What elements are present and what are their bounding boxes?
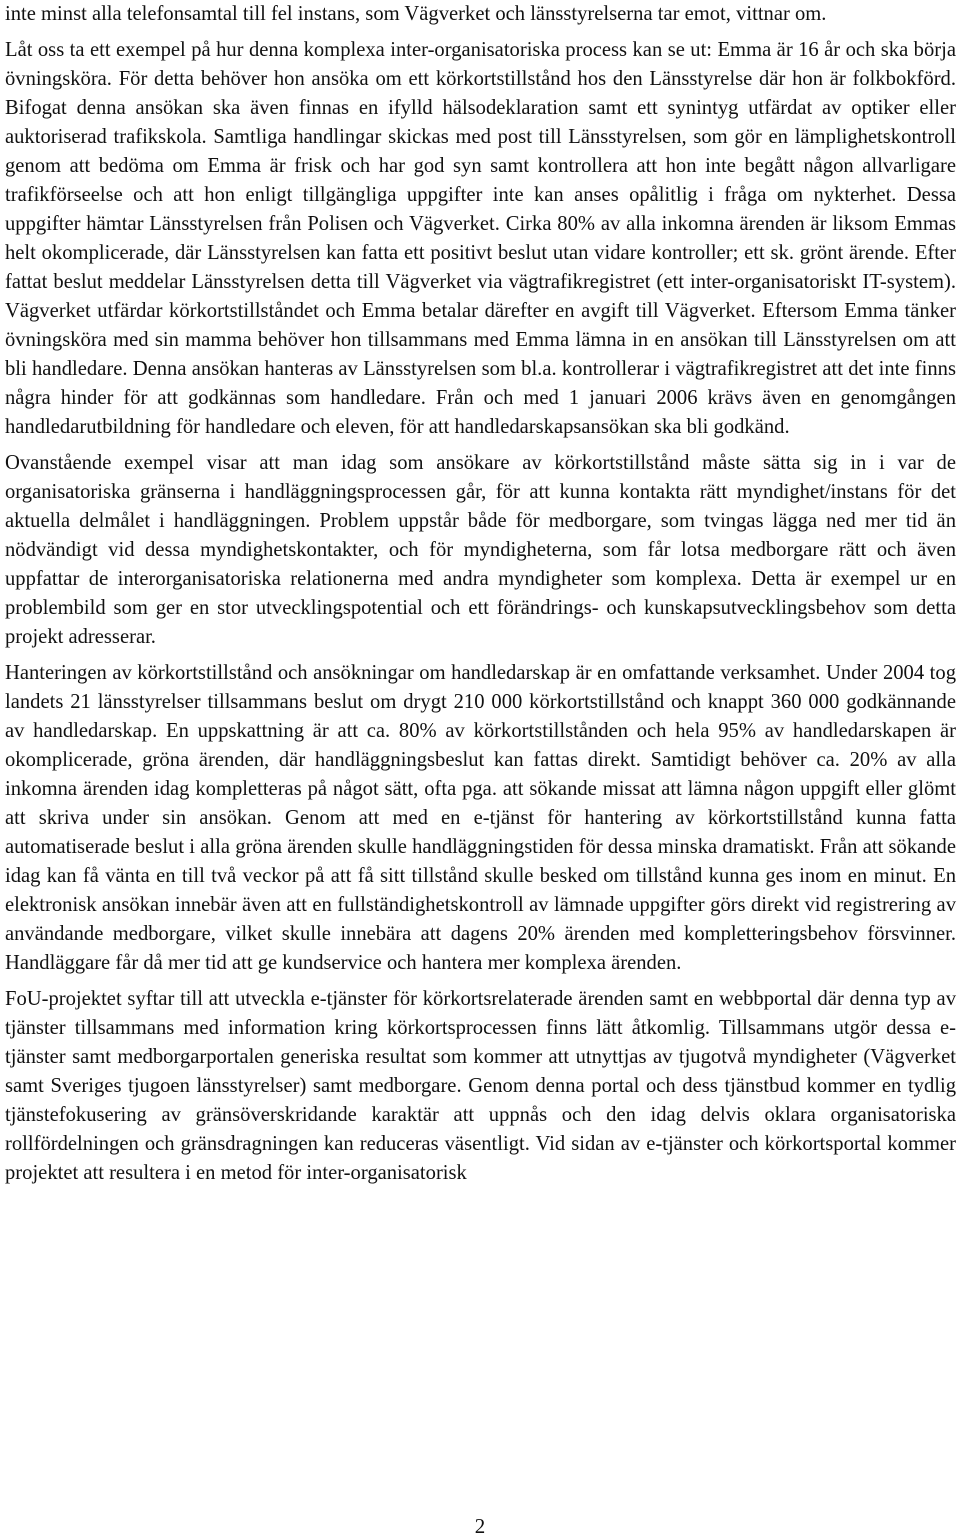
paragraph-problem-description: Ovanstående exempel visar att man idag som ansökare av körkortstillstånd måste sätta sig in i var de organisatoriska gränserna i handläggningsprocessen går, för att kunna kontakta rätt myndighet/instans för det aktuella delmålet i handläggningen. Problem uppstår både för medborgare, som tvingas lägga ned mer tid än nödvändigt vid dessa myndighetskontakter, och för myndigheterna, som får lotsa medborgare rätt och även uppfattar de interorganisatoriska relationerna med andra myndigheter som komplexa. Detta är exempel ur en problembild som ger en stor utvecklingspotential och ett förändrings- och kunskapsutvecklingsbehov som detta projekt adresserar.: [5, 452, 956, 648]
paragraph-project-aim: FoU-projektet syftar till att utveckla e-tjänster för körkortsrelaterade ärenden samt en webbportal där denna typ av tjänster tillsammans med information kring körkortsprocessen finns lätt åtkomlig. Tillsammans utgör dessa e-tjänster samt medborgarportalen generiska resultat som kommer att utnyttjas av tjugotvå myndigheter (Vägverket samt Sveriges tjugoen länsstyrelser) samt medborgare. Genom denna portal och dess tjänstbud kommer en tydlig tjänstefokusering av gränsöverskridande karaktär att uppnås och den idag delvis oklara organisatoriska rollfördelningen och gränsdragningen kan reduceras väsentligt. Vid sidan av e-tjänster och körkortsportal kommer projektet att resultera i en metod för inter-organisatorisk: [5, 988, 956, 1184]
paragraph-volume-statistics: Hanteringen av körkortstillstånd och ansökningar om handledarskap är en omfattande verksamhet. Under 2004 tog landets 21 länsstyrelser tillsammans beslut om drygt 210 000 körkortstillstånd och knappt 360 000 godkännande av handledarskap. En uppskattning är att ca. 80% av körkortstillstånden och hela 95% av handledarskapen är okomplicerade, gröna ärenden, där handläggningsbeslut kan fattas direkt. Samtidigt behöver ca. 20% av alla inkomna ärenden idag kompletteras på något sätt, ofta pga. att sökande missat att lämna någon uppgift eller glömt att skriva under sin ansökan. Genom att med en e-tjänst för hantering av körkortstillstånd kunna fatta automatiserade beslut i alla gröna ärenden skulle handläggningstiden för dessa minska dramatiskt. Från att sökande idag kan få vänta en till två veckor på att få sitt tillstånd skulle besked om tillstånd kunna ges inom en minut. En elektronisk ansökan innebär även att en fullständighetskontroll av lämnade uppgifter görs direkt vid registrering av användande medborgare, vilket skulle innebära att dagens 20% ärenden med kompletteringsbehov försvinner. Handläggare får då mer tid att ge kundservice och hantera mer komplexa ärenden.: [5, 662, 956, 974]
paragraph-example-process: Låt oss ta ett exempel på hur denna komplexa inter-organisatoriska process kan se ut: Emma är 16 år och ska börja övningsköra. För detta behöver hon ansöka om ett körkortstillstånd hos den Länsstyrelse där hon är folkbokförd. Bifogat denna ansökan ska även finnas en ifylld hälsodeklaration samt ett synintyg utfärdat av optiker eller auktoriserad trafikskola. Samtliga handlingar skickas med post till Länsstyrelsen, som gör en lämplighetskontroll genom att bedöma om Emma är frisk och har god syn samt kontrollera att hon inte begått någon allvarligare trafikförseelse och att hon enligt tillgängliga uppgifter inte kan anses opålitlig i fråga om nykterhet. Dessa uppgifter hämtar Länsstyrelsen från Polisen och Vägverket. Cirka 80% av alla inkomna ärenden är liksom Emmas helt okomplicerade, där Länsstyrelsen kan fatta ett positivt beslut utan vidare kontroller; ett sk. grönt ärende. Efter fattat beslut meddelar Länsstyrelsen detta till Vägverket via vägtrafikregistret (ett inter-organisatoriskt IT-system). Vägverket utfärdar körkortstillståndet och Emma betalar därefter en avgift till Vägverket. Eftersom Emma tänker övningsköra med sin mamma behöver hon tillsammans med Emma lämna in en ansökan till Länsstyrelsen om att bli handledare. Denna ansökan hanteras av Länsstyrelsen som bl.a. kontrollerar i vägtrafikregistret att det inte finns några hinder för att godkännas som handledare. Från och med 1 januari 2006 krävs även en genomgången handledarutbildning för handledare och eleven, för att handledarskapsansökan ska bli godkänd.: [5, 39, 956, 438]
page-number: 2: [474, 1514, 486, 1538]
document-page: [5, 0, 956, 1188]
paragraph-intro-continuation: inte minst alla telefonsamtal till fel instans, som Vägverket och länsstyrelserna tar emot, vittnar om.: [5, 3, 827, 25]
